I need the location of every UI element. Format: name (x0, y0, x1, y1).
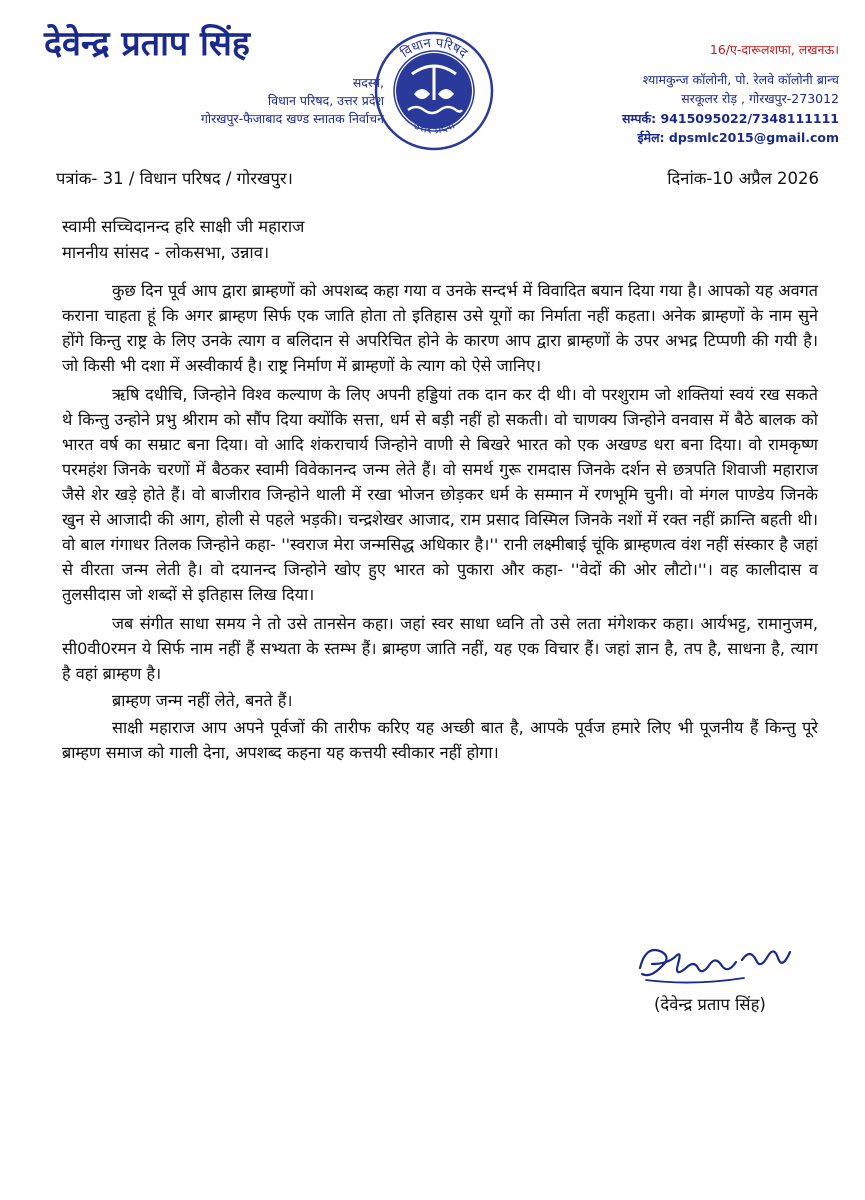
emblem-top-text: विधान परिषद (398, 35, 470, 62)
letter-body (62, 278, 818, 765)
role-constituency: गोरखपुर-फैजाबाद खण्ड स्नातक निर्वाचन (200, 111, 384, 126)
address-lucknow: 16/ए-दारूलशफा, लखनऊ। (709, 42, 839, 57)
address-gorakhpur-line1: श्यामकुन्ज कॉलोनी, पो. रेलवे कॉलोनी ब्रान्च (642, 71, 839, 87)
sender-name: देवेन्द्र प्रताप सिंह (44, 24, 250, 64)
up-legislative-council-emblem-icon (372, 24, 496, 158)
paragraph-1: कुछ दिन पूर्व आप द्वारा ब्राम्हणों को अपशब्द कहा गया व उनके सन्दर्भ में विवादित बयान दिया गया है। आपको यह अवगत कराना चाहता हूं कि अगर ब्राम्हण सिर्फ एक जाति होता तो इतिहास उसे यूगों का निर्माता नहीं कहता। अनेक ब्राम्हणों के नाम सुने होंगे किन्तु राष्ट्र के लिए उनके त्याग व बलिदान से अपरिचित होने के कारण आप द्वारा ब्राम्हणों के उपर अभद्र टिप्पणी की गयी है। जो किसी भी दशा में अस्वीकार्य है। राष्ट्र निर्माण में ब्राम्हणों के त्याग को ऐसे जानिए। (62, 281, 818, 375)
handwritten-signature (632, 934, 802, 994)
reference-row (56, 166, 819, 196)
role-member: सदस्य, (352, 75, 384, 90)
addressee-designation: माननीय सांसद - लोकसभा, उन्नाव। (62, 243, 270, 262)
council-emblem (372, 24, 496, 158)
addressee-name: स्वामी सच्चिदानन्द हरि साक्षी जी महाराज (62, 217, 305, 236)
phone-numbers: सम्पर्क: 9415095022/7348111111 (621, 110, 839, 126)
signature-scribble-icon (632, 934, 802, 994)
paragraph-2: ऋषि दधीचि, जिन्होने विश्व कल्याण के लिए अपनी हड्डियां तक दान कर दी थी। वो परशुराम जो शक्तियां स्वयं रख सकते थे किन्तु उन्होने प्रभु श्रीराम को सौंप दिया क्योंकि सत्ता, धर्म से बड़ी नहीं हो सकती। वो चाणक्य जिन्होने वनवास में बैठे बालक को भारत वर्ष का सम्राट बना दिया। वो आदि शंकराचार्य जिन्होने वाणी से बिखरे भारत को एक अखण्ड धरा बना दिया। वो रामकृष्ण परमहंश जिनके चरणों में बैठकर स्वामी विवेकानन्द जन्म लेते हैं। वो समर्थ गुरू रामदास जिनके दर्शन से छत्रपति शिवाजी महाराज जैसे शेर खड़े होते हैं। वो बाजीराव जिन्होने थाली में रखा भोजन छोड़कर धर्म के सम्मान में रणभूमि चुनी। वो मंगल पाण्डेय जिनके खुन से आजादी की आग, होली से पहले भड़की। चन्द्रशेखर आजाद, राम प्रसाद विस्मिल जिनके नशों में रक्त नहीं क्रान्ति बहती थी। वो बाल गंगाधर तिलक जिन्होने कहा- ''स्वराज मेरा जन्मसिद्ध अधिकार है।'' रानी लक्ष्मीबाई चूंकि ब्राम्हणत्व वंश नहीं संस्कार है जहां से वीरता जन्म लेती है। वो दयानन्द जिन्होने खोए हुए भारत को पुकारा और कहा- ''वेदों की ओर लौटो।''। वह कालीदास व तुलसीदास जो शब्दों से इतिहास लिख दिया। (62, 385, 818, 604)
sender-roles (144, 74, 384, 128)
paragraph-3: जब संगीत साधा समय ने तो उसे तानसेन कहा। जहां स्वर साधा ध्वनि तो उसे लता मंगेशकर कहा। आर्यभट्ट, रामानुजम, सी0वी0रमन ये सिर्फ नाम नहीं हैं सभ्यता के स्तम्भ हैं। ब्राम्हण जाति नहीं, यह एक विचार हैं। जहां ज्ञान है, तप है, साधना है, त्याग है वहां ब्राम्हण है। (62, 614, 818, 683)
addressee-block (62, 214, 304, 266)
letterhead-right (519, 40, 839, 148)
letter-date: दिनांक-10 अप्रैल 2026 (667, 169, 819, 188)
signer-name: (देवेन्द्र प्रताप सिंह) (654, 995, 766, 1014)
address-gorakhpur-line2: सरकूलर रोड़ , गोरखपुर-273012 (681, 91, 839, 106)
letterhead-left (44, 22, 384, 126)
role-council: विधान परिषद, उत्तर प्रदेश (267, 93, 384, 108)
reference-number: पत्रांक- 31 / विधान परिषद / गोरखपुर। (56, 169, 293, 188)
paragraph-4: ब्राम्हण जन्म नहीं लेते, बनते हैं। (112, 691, 293, 710)
emblem-bottom-text: उत्तर प्रदेश (411, 117, 457, 137)
paragraph-5: साक्षी महाराज आप अपने पूर्वजों की तारीफ करिए यह अच्छी बात है, आपके पूर्वज हमारे लिए भी पूजनीय हैं किन्तु पूरे ब्राम्हण समाज को गाली देना, अपशब्द कहना यह कत्तयी स्वीकार नहीं होगा। (62, 718, 818, 762)
email-address: ईमेल: dpsmlc2015@gmail.com (637, 130, 839, 145)
